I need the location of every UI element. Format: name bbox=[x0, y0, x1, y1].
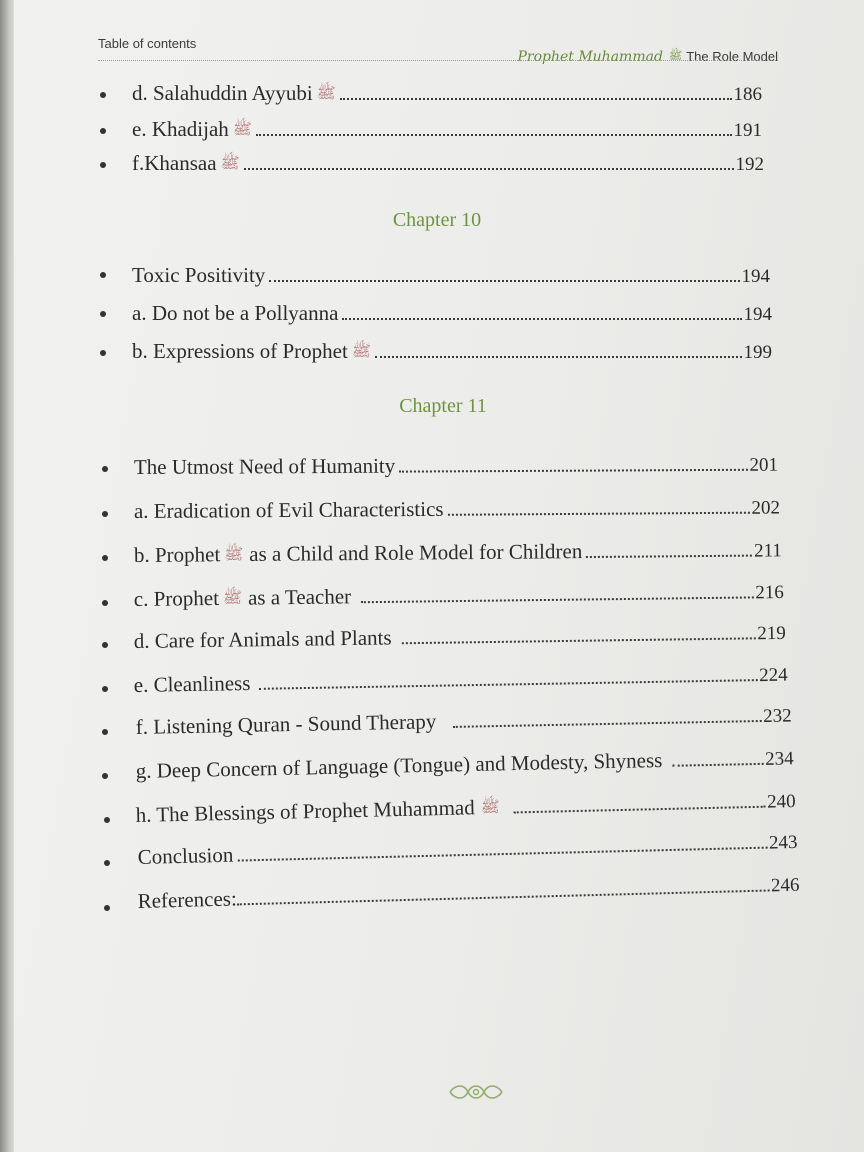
toc-entry-label: e. Cleanliness bbox=[133, 670, 251, 698]
toc-entry[interactable] bbox=[135, 783, 796, 828]
toc-entry-page: 192 bbox=[735, 154, 764, 175]
dot-leader bbox=[256, 133, 732, 136]
toc-entry-label: a. Eradication of Evil Characteristics bbox=[133, 496, 444, 523]
dot-leader bbox=[402, 636, 756, 644]
book-page bbox=[14, 0, 864, 1152]
dot-leader bbox=[399, 468, 747, 473]
toc-entry[interactable] bbox=[133, 657, 787, 698]
salawat-symbol-icon: ﷺ bbox=[668, 50, 683, 62]
honorific-symbol-icon: ﷺ bbox=[316, 85, 336, 102]
toc-entry-page: 201 bbox=[749, 454, 778, 476]
bullet-icon bbox=[102, 555, 108, 561]
bullet-icon bbox=[104, 905, 110, 911]
toc-entry[interactable] bbox=[134, 447, 778, 480]
toc-entry[interactable] bbox=[132, 146, 764, 176]
running-head bbox=[98, 36, 778, 66]
toc-entry-label: g. Deep Concern of Language (Tongue) and Modesty, Shyness bbox=[135, 747, 663, 784]
toc-entry[interactable] bbox=[137, 867, 800, 914]
bullet-icon bbox=[102, 686, 108, 692]
toc-entry[interactable] bbox=[134, 489, 780, 524]
toc-entry-label: b. Expressions of Prophet ﷺ bbox=[132, 339, 371, 363]
honorific-symbol-icon: ﷺ bbox=[220, 155, 240, 172]
dot-leader bbox=[269, 279, 739, 282]
bullet-icon bbox=[102, 600, 108, 606]
bullet-icon bbox=[104, 817, 110, 823]
toc-entry[interactable] bbox=[132, 76, 762, 106]
toc-entry-label: d. Care for Animals and Plants bbox=[133, 625, 392, 654]
toc-entry[interactable] bbox=[137, 824, 798, 870]
toc-entry-page: 219 bbox=[757, 622, 786, 645]
toc-entry-label: d. Salahuddin Ayyubi ﷺ bbox=[132, 81, 336, 105]
toc-entry-label: b. Prophet ﷺ as a Child and Role Model for Children bbox=[133, 539, 583, 568]
bullet-icon bbox=[100, 272, 106, 278]
chapter-10-heading: Chapter 10 bbox=[392, 209, 482, 231]
bullet-icon bbox=[100, 128, 106, 134]
toc-entry-label: e. Khadijah ﷺ bbox=[132, 117, 252, 141]
toc-entry-label: Toxic Positivity bbox=[132, 263, 266, 287]
salawat-symbol-icon: ﷺ bbox=[480, 798, 500, 817]
dot-leader bbox=[244, 167, 734, 170]
toc-entry[interactable] bbox=[135, 740, 793, 784]
salawat-symbol-icon: ﷺ bbox=[222, 589, 243, 607]
toc-entry-label: The Utmost Need of Humanity bbox=[133, 453, 396, 479]
toc-entry[interactable] bbox=[134, 615, 786, 654]
toc-entry-label: Conclusion bbox=[137, 842, 234, 870]
dot-leader bbox=[514, 805, 765, 814]
toc-entry[interactable] bbox=[132, 334, 772, 364]
running-head-dotted-rule bbox=[98, 60, 778, 61]
dot-leader bbox=[342, 317, 741, 320]
decorative-ornament-icon bbox=[446, 1080, 506, 1104]
bullet-icon bbox=[102, 511, 108, 517]
toc-entry-page: 211 bbox=[753, 540, 782, 562]
bullet-icon bbox=[100, 162, 106, 168]
toc-entry[interactable] bbox=[132, 296, 772, 326]
running-head-right bbox=[517, 49, 778, 65]
running-head-left: Table of contents bbox=[98, 36, 197, 51]
running-head-subtitle: The Role Model bbox=[686, 49, 778, 64]
bullet-icon bbox=[102, 466, 108, 472]
toc-entry-page: 234 bbox=[764, 748, 794, 770]
bullet-icon bbox=[102, 729, 108, 735]
bullet-icon bbox=[100, 311, 106, 317]
toc-entry-page: 199 bbox=[743, 342, 772, 363]
dot-leader bbox=[672, 762, 763, 767]
toc-entry-page: 202 bbox=[751, 497, 780, 519]
running-head-script-title: Prophet Muhammad bbox=[517, 49, 663, 65]
toc-entry-page: 240 bbox=[766, 791, 796, 813]
dot-leader bbox=[448, 511, 750, 516]
chapter-11-heading: Chapter 11 bbox=[399, 395, 487, 417]
toc-entry[interactable] bbox=[134, 532, 782, 568]
toc-entry[interactable] bbox=[132, 112, 762, 142]
dot-leader bbox=[237, 846, 767, 862]
toc-entry-page: 216 bbox=[755, 582, 784, 604]
toc-entry[interactable] bbox=[132, 258, 770, 288]
bullet-icon bbox=[100, 350, 106, 356]
dot-leader bbox=[586, 554, 752, 558]
toc-entry-label: c. Prophet ﷺ as a Teacher bbox=[133, 584, 352, 612]
toc-entry-label: a. Do not be a Pollyanna bbox=[132, 301, 339, 325]
toc-entry-page: 194 bbox=[741, 266, 770, 287]
toc-entry-page: 232 bbox=[762, 705, 792, 727]
dot-leader bbox=[452, 719, 761, 728]
salawat-symbol-icon: ﷺ bbox=[224, 546, 244, 564]
dot-leader bbox=[340, 97, 732, 100]
toc-entry-page: 224 bbox=[759, 664, 788, 687]
bullet-icon bbox=[100, 92, 106, 98]
toc-entry-label: f.Khansaa ﷺ bbox=[132, 151, 240, 175]
toc-entry-page: 246 bbox=[770, 874, 800, 897]
toc-entry-label: References: bbox=[137, 886, 238, 914]
toc-entry[interactable] bbox=[135, 697, 791, 740]
toc-entry-page: 191 bbox=[733, 120, 762, 141]
toc-entry-page: 186 bbox=[733, 84, 762, 105]
salawat-symbol-icon: ﷺ bbox=[351, 343, 371, 360]
toc-entry-page: 243 bbox=[768, 831, 798, 854]
bullet-icon bbox=[102, 642, 108, 648]
dot-leader bbox=[258, 678, 757, 690]
dot-leader bbox=[361, 595, 753, 603]
toc-entry-label: h. The Blessings of Prophet Muhammad ﷺ bbox=[135, 795, 500, 828]
dot-leader bbox=[237, 888, 769, 905]
toc-entry-page: 194 bbox=[743, 304, 772, 325]
bullet-icon bbox=[104, 860, 110, 866]
dot-leader bbox=[375, 355, 742, 358]
honorific-symbol-icon: ﷺ bbox=[232, 121, 252, 138]
toc-entry-label: f. Listening Quran - Sound Therapy bbox=[135, 709, 437, 740]
toc-entry[interactable] bbox=[134, 574, 784, 612]
bullet-icon bbox=[102, 773, 108, 779]
